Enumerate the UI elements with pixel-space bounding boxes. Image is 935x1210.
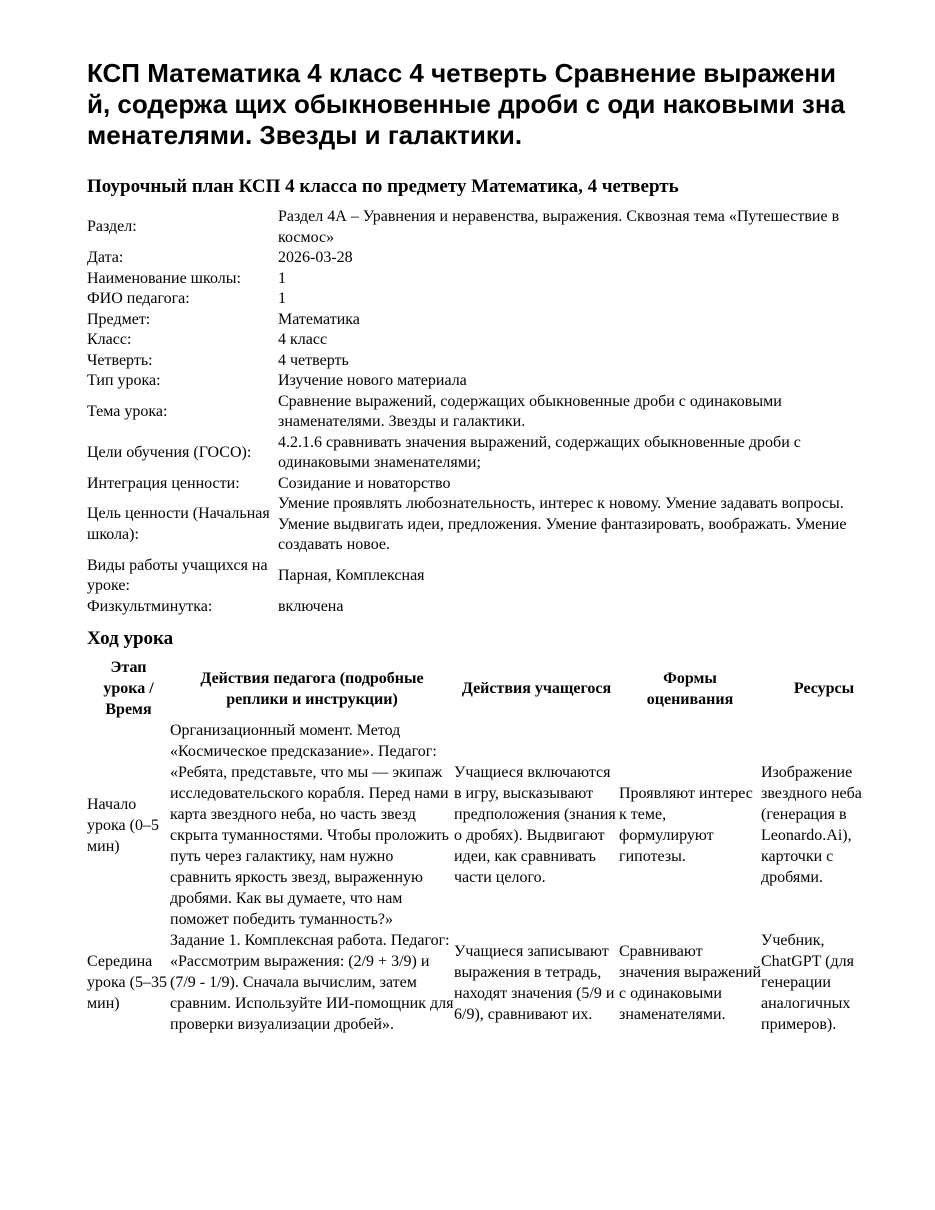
- meta-row: [87, 494, 887, 556]
- document-page: [87, 58, 887, 1035]
- meta-value: включена: [278, 597, 344, 615]
- meta-row: [87, 330, 887, 351]
- meta-key: Цель ценности (Начальная школа):: [87, 505, 270, 543]
- meta-row: [87, 371, 887, 392]
- meta-key: Дата:: [87, 249, 124, 266]
- meta-row: [87, 351, 887, 372]
- meta-value: 1: [278, 290, 286, 307]
- lesson-header-cell: Действия учащегося: [461, 680, 612, 697]
- meta-key: Тип урока:: [87, 372, 161, 389]
- meta-row: [87, 269, 887, 290]
- meta-row: [87, 392, 887, 433]
- meta-value: 2026-03-28: [278, 249, 353, 266]
- meta-row: [87, 556, 887, 597]
- lesson-header-cell: Формы оценивания: [646, 669, 734, 708]
- lesson-cell: Начало урока (0–5 мин): [87, 795, 159, 855]
- meta-value: 4 класс: [278, 331, 328, 348]
- meta-row: [87, 433, 887, 474]
- meta-value: Раздел 4А – Уравнения и неравенства, выражения. Сквозная тема «Путешествие в космос»: [278, 208, 840, 246]
- meta-key: Предмет:: [87, 310, 151, 328]
- meta-key: ФИО педагога:: [87, 290, 190, 307]
- meta-row: [87, 289, 887, 310]
- meta-table: [87, 207, 887, 617]
- lesson-cell: Середина урока (5–35 мин): [87, 953, 167, 1012]
- meta-value: 4 четверть: [278, 351, 349, 369]
- plan-subtitle: Поурочный план КСП 4 класса по предмету Математика, 4 четверть: [87, 176, 679, 197]
- meta-key: Наименование школы:: [87, 269, 241, 287]
- lesson-table: [87, 657, 887, 1035]
- meta-row: [87, 248, 887, 269]
- lesson-cell: Изображение звездного неба (генерация в Leonardo.Ai), карточки с дробями.: [761, 764, 862, 886]
- lesson-table-header-row: [87, 657, 887, 720]
- meta-key: Четверть:: [87, 351, 153, 369]
- meta-value: Умение проявлять любознательность, интерес к новому. Умение задавать вопросы. Умение выдвигать идеи, предложения. Умение фантазировать, воображать. Умение создавать новое.: [278, 495, 847, 553]
- meta-value: Парная, Комплексная: [278, 566, 425, 584]
- meta-row: [87, 207, 887, 248]
- lesson-heading: Ход урока: [87, 628, 174, 649]
- lesson-cell: Задание 1. Комплексная работа. Педагог: «Рассмотрим выражения: (2/9 + 3/9) и (7/9 - 1/9). Сначала вычислим, затем сравним. Используйте ИИ-помощник для проверки визуализации дробей».: [170, 932, 454, 1033]
- lesson-cell: Сравнивают значения выражений с одинаковыми знаменателями.: [619, 942, 762, 1023]
- lesson-header-cell: Действия педагога (подробные реплики и инструкции): [200, 669, 424, 708]
- lesson-header-cell: Ресурсы: [793, 680, 855, 697]
- meta-value: Сравнение выражений, содержащих обыкновенные дроби с одинаковыми знаменателями. Звезды и галактики.: [278, 392, 782, 430]
- lesson-cell: Учащиеся включаются в игру, высказывают предположения (знания о дробях). Выдвигают идеи, как сравнивать части целого.: [454, 764, 616, 886]
- lesson-row: [87, 720, 887, 930]
- meta-key: Интеграция ценности:: [87, 474, 240, 492]
- meta-value: Изучение нового материала: [278, 372, 467, 389]
- meta-value: Созидание и новаторство: [278, 474, 451, 492]
- document-title: КСП Математика 4 класс 4 четверть Сравнение выражений, содержа щих обыкновенные дроби с оди наковыми знаменателями. Звезды и галактики.: [87, 58, 846, 150]
- meta-row: [87, 597, 887, 618]
- meta-key: Цели обучения (ГОСО):: [87, 443, 252, 461]
- lesson-row: [87, 930, 887, 1035]
- meta-value: 1: [278, 269, 286, 287]
- lesson-cell: Учащиеся записывают выражения в тетрадь, находят значения (5/9 и 6/9), сравнивают их.: [454, 942, 615, 1023]
- meta-row: [87, 474, 887, 495]
- meta-value: Математика: [278, 310, 360, 328]
- meta-key: Виды работы учащихся на уроке:: [87, 556, 268, 594]
- meta-row: [87, 310, 887, 331]
- meta-key: Класс:: [87, 331, 132, 348]
- lesson-cell: Организационный момент. Метод «Космическое предсказание». Педагог: «Ребята, представьте, что мы — экипаж исследовательского корабля. Перед нами карта звездного неба, но часть звезд скрыта туманностями. Чтобы проложить путь через галактику, нам нужно сравнить яркость звезд, выраженную дробями. Как вы думаете, что нам поможет победить туманность?»: [170, 722, 449, 928]
- meta-value: 4.2.1.6 сравнивать значения выражений, содержащих обыкновенные дроби с одинаковыми знаменателями;: [278, 433, 801, 471]
- lesson-cell: Проявляют интерес к теме, формулируют гипотезы.: [619, 785, 753, 865]
- lesson-header-cell: Этап урока / Время: [103, 659, 154, 718]
- meta-key: Физкультминутка:: [87, 597, 213, 615]
- lesson-cell: Учебник, ChatGPT (для генерации аналогичных примеров).: [761, 932, 854, 1033]
- meta-key: Тема урока:: [87, 402, 168, 420]
- meta-key: Раздел:: [87, 218, 137, 236]
